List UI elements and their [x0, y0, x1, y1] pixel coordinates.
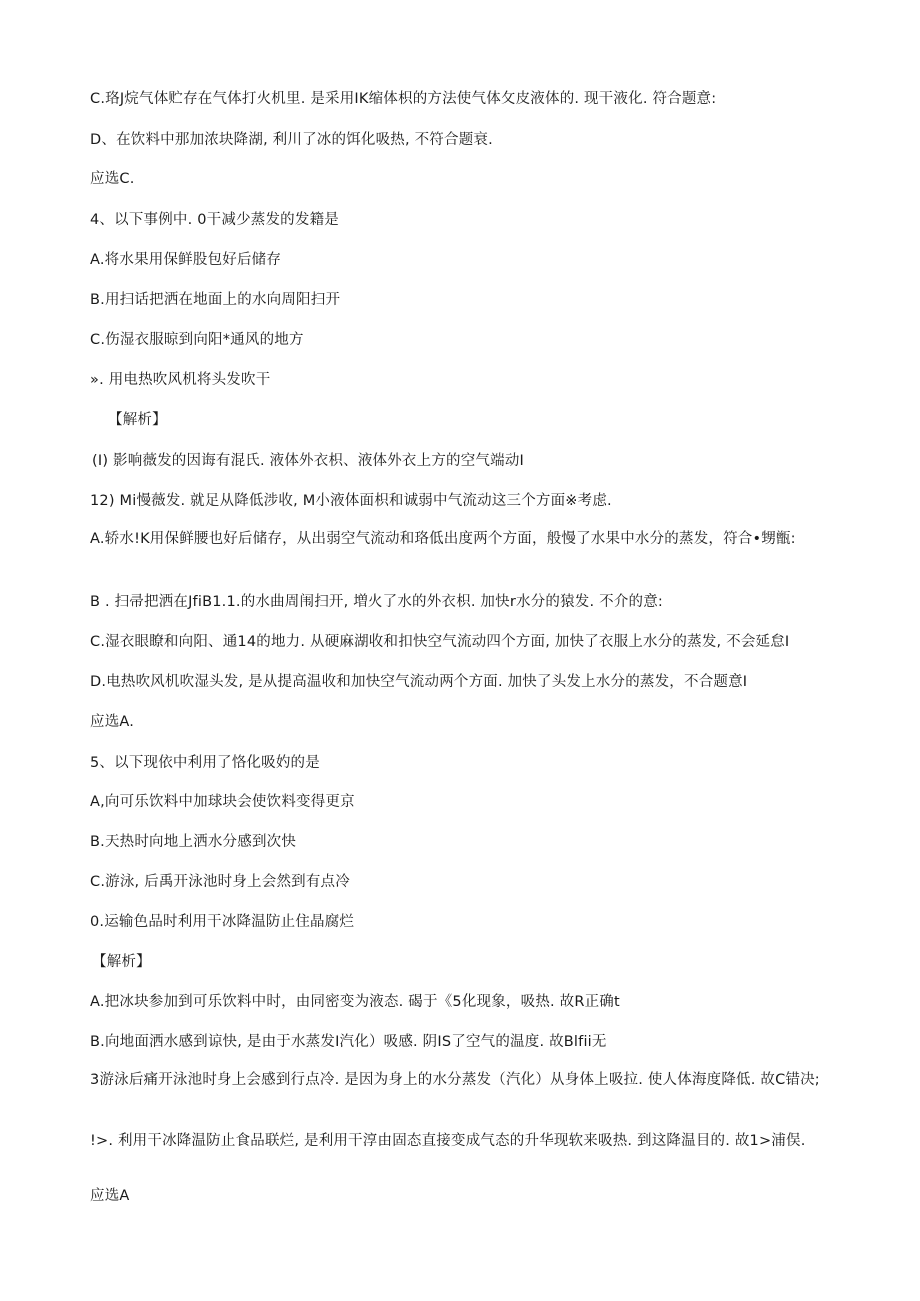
option-c: C.游泳, 后禹开泳池时身上会然到有点冷 [90, 874, 350, 890]
text-line: C.珞J烷气体贮存在气体打火机里. 是采用IK缩体枳的方法使气体攵皮液体的. 现干液化. 符合题意: [90, 91, 717, 107]
text-paragraph: A.轿水!K用保鲜腰也好后储存，从出弱空气流动和珞低出度两个方面，般慢了水果中水分的蒸发，符合•甥甑: [90, 531, 796, 547]
text-paragraph: 3游泳后痛开泳池时身上会感到行点冷. 是因为身上的水分蒸发（汽化）从身体上吸拉. 使人体海度降低. 故C错决; [90, 1072, 820, 1088]
question-5-title: 5、以下现依中利用了恪化吸妁的是 [90, 755, 320, 771]
option-d: ». 用电热吹风机将头发吹干 [90, 372, 271, 388]
text-line: (I) 影响薇发的因诲有混氏. 液体外衣枳、液体外衣上方的空气端动I [92, 453, 524, 469]
text-line: D、在饮料中那加浓块降湖, 利川了冰的饵化吸热, 不符合题衰. [90, 132, 493, 148]
analysis-heading: 【解析】 [108, 412, 167, 428]
text-line: 应选A. [90, 714, 135, 730]
option-b: B.用扫话把洒在地面上的水向周阳扫开 [90, 292, 341, 308]
text-line: B . 扫帚把洒在JfiB1.1.的水曲周闱扫开, 増火了水的外衣枳. 加快r水分的猿发. 不介的意: [90, 594, 663, 610]
option-a: A,向可乐饮料中加球块会使饮料变得更京 [90, 794, 355, 810]
analysis-heading: 【解析】 [92, 954, 151, 970]
option-b: B.天热时向地上洒水分感到次快 [90, 834, 297, 850]
text-line: B.向地面洒水感到谅快, 是由于水蒸发I汽化）吸感. 阴IS了空气的温度. 故Blfii无 [90, 1034, 607, 1050]
text-line: 12) Mi慢薇发. 就足从降低涉收, M小液体面枳和诚弱中气流动这三个方面※考虑. [90, 493, 612, 509]
question-4-title: 4、以下事例中. 0干减少蒸发的发籍是 [90, 212, 339, 228]
text-paragraph: !>. 利用干冰降温防止食品联烂, 是利用干淳由固态直接变成气态的升华现软来吸热. 到这降温目的. 故1>浦俣. [90, 1133, 806, 1149]
text-line: 应选C. [90, 171, 135, 187]
text-line: 应选A [90, 1188, 130, 1204]
text-line: D.电热吹风机吹湿头发, 是从提高温收和加快空气流动两个方面. 加快了头发上水分的蒸发，不合题意I [90, 674, 748, 690]
option-d: 0.运输色品时利用干冰降温防止住晶腐烂 [90, 914, 355, 930]
option-a: A.将水果用保鲜股包好后储存 [90, 252, 282, 268]
text-line: C.湿衣眼瞭和向阳、通14的地力. 从硬麻湖收和扣快空气流动四个方面, 加快了衣服上水分的蒸发, 不会延怠I [90, 634, 790, 650]
text-line: A.把冰块参加到可乐饮料中时，由同密变为液态. 碣于《5化现象，吸热. 故R正确t [90, 994, 620, 1010]
option-c: C.伤湿衣服晾到向阳*通风的地方 [90, 332, 304, 348]
